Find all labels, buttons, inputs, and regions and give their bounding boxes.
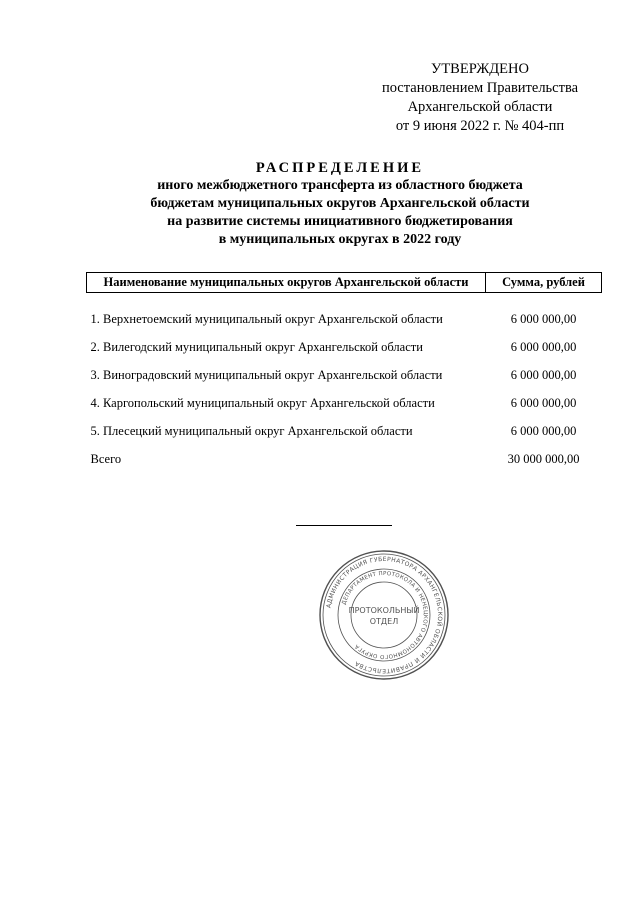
approval-line-3: Архангельской области bbox=[407, 99, 553, 115]
table-row bbox=[87, 417, 602, 445]
district-amount: 6 000 000,00 bbox=[510, 367, 577, 382]
district-name: 1. Верхнетоемский муниципальный округ Архангельской области bbox=[90, 311, 443, 326]
stamp-middle-circle bbox=[338, 569, 430, 661]
stamp-inner-ring-text: ДЕПАРТАМЕНТ ПРОТОКОЛА И НЕНЕЦКОГО АВТОНОМНОГО ОКРУГА bbox=[341, 570, 429, 660]
table-row bbox=[87, 293, 602, 334]
district-amount: 6 000 000,00 bbox=[510, 423, 577, 438]
document-title: РАСПРЕДЕЛЕНИЕ bbox=[255, 160, 425, 176]
total-amount: 30 000 000,00 bbox=[507, 451, 580, 466]
official-stamp bbox=[318, 549, 450, 681]
district-name: 2. Вилегодский муниципальный округ Архангельской области bbox=[90, 339, 423, 354]
document-heading bbox=[80, 159, 600, 249]
stamp-outer-circle bbox=[320, 551, 448, 679]
header-district-name: Наименование муниципальных округов Архангельской области bbox=[87, 273, 486, 293]
table-row bbox=[87, 389, 602, 417]
district-name: 3. Виноградовский муниципальный округ Архангельской области bbox=[90, 367, 443, 382]
table-row bbox=[87, 333, 602, 361]
stamp-outer-ring-text: АДМИНИСТРАЦИЯ ГУБЕРНАТОРА АРХАНГЕЛЬСКОЙ ОБЛАСТИ И ПРАВИТЕЛЬСТВА bbox=[325, 555, 444, 675]
table-header-row bbox=[87, 273, 602, 293]
total-label: Всего bbox=[90, 451, 122, 466]
district-name: 4. Каргопольский муниципальный округ Архангельской области bbox=[90, 395, 435, 410]
heading-line-4: в муниципальных округах в 2022 году bbox=[218, 232, 462, 247]
stamp-center-line-1: ПРОТОКОЛЬНЫЙ bbox=[348, 606, 420, 615]
stamp-center-line-2: ОТДЕЛ bbox=[369, 617, 399, 626]
stamp-inner-circle bbox=[351, 582, 417, 648]
district-amount: 6 000 000,00 bbox=[510, 339, 577, 354]
distribution-table bbox=[86, 272, 602, 473]
approval-block bbox=[360, 60, 600, 136]
total-row bbox=[87, 445, 602, 473]
end-divider bbox=[296, 525, 392, 526]
header-amount: Сумма, рублей bbox=[486, 273, 602, 293]
heading-line-1: иного межбюджетного трансферта из областного бюджета bbox=[157, 178, 523, 193]
heading-line-3: на развитие системы инициативного бюджетирования bbox=[167, 214, 513, 229]
district-amount: 6 000 000,00 bbox=[510, 311, 577, 326]
table-row bbox=[87, 361, 602, 389]
district-name: 5. Плесецкий муниципальный округ Архангельской области bbox=[90, 423, 413, 438]
approval-title: УТВЕРЖДЕНО bbox=[431, 61, 529, 77]
heading-line-2: бюджетам муниципальных округов Архангельской области bbox=[150, 196, 530, 211]
district-amount: 6 000 000,00 bbox=[510, 395, 577, 410]
approval-line-4: от 9 июня 2022 г. № 404-пп bbox=[395, 118, 565, 134]
approval-line-2: постановлением Правительства bbox=[381, 80, 579, 96]
